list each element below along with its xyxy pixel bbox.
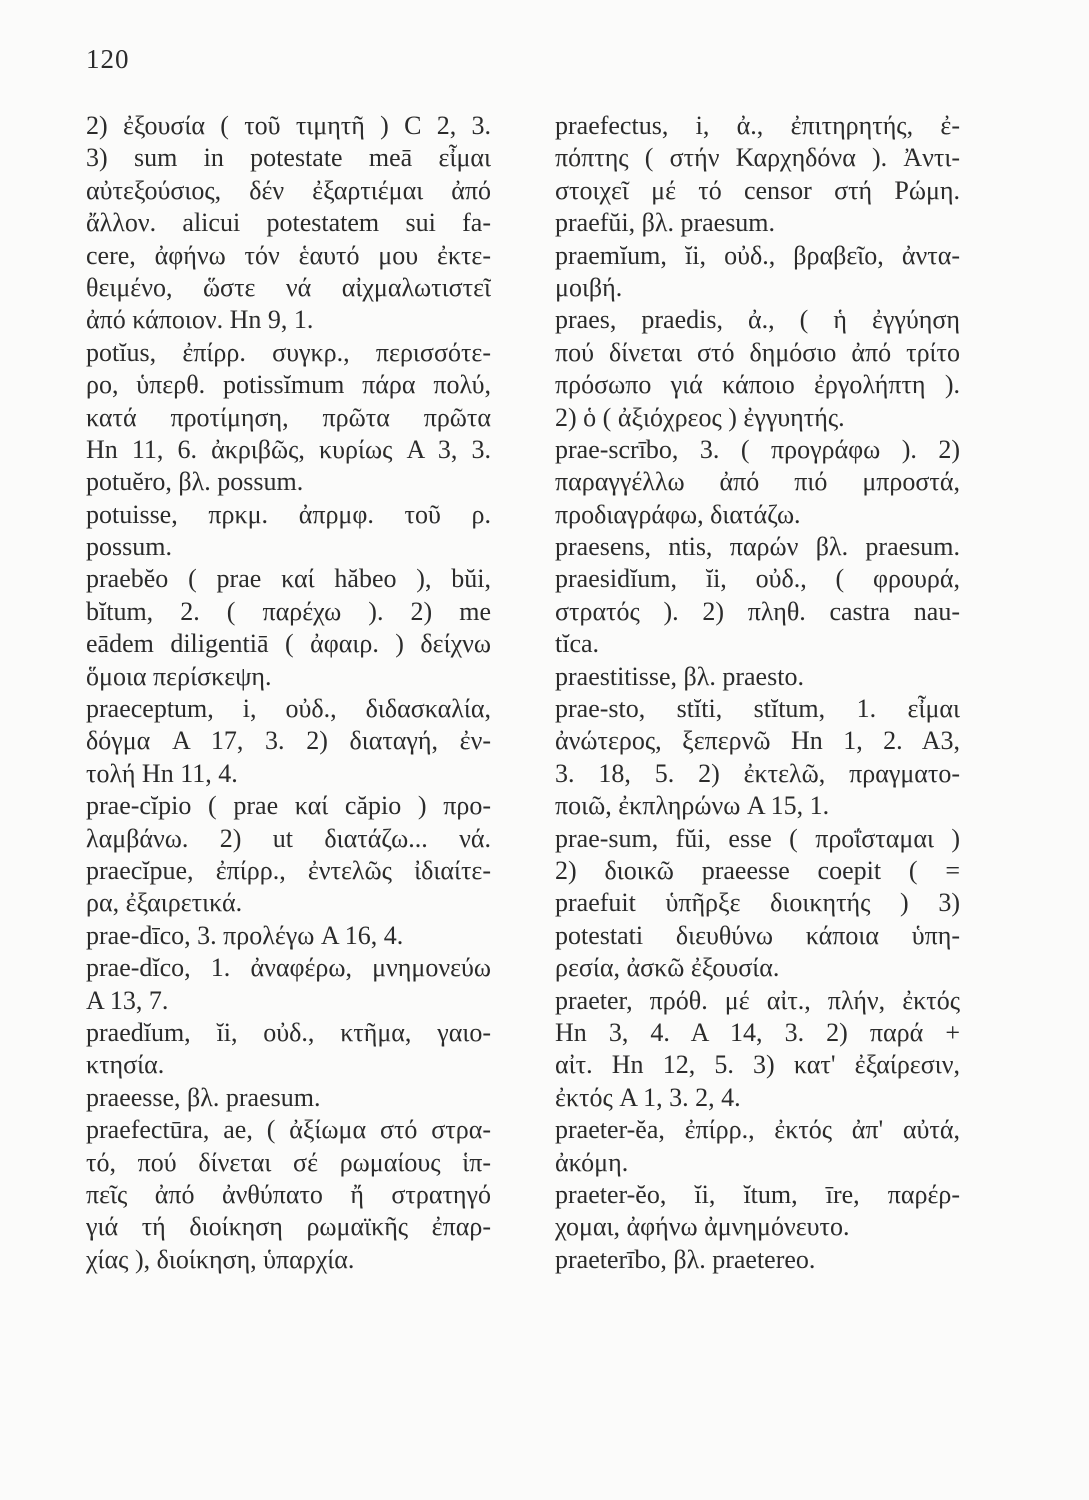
text-line: 3) sum in potestate meā εἶμαι (86, 143, 491, 173)
text-line: πρόσωπο γιά κάποιο ἐργολήπτη ). (555, 370, 960, 400)
text-line: praes, praedis, ἀ., ( ἡ ἐγγύηση (555, 305, 960, 335)
text-line: κατά προτίμηση, πρῶτα πρῶτα (86, 402, 491, 432)
text-line: ἀνώτερος, ξεπερνῶ Hn 1, 2. A3, (555, 726, 960, 756)
text-line: praeter, πρόθ. μέ αἰτ., πλήν, ἐκτός (555, 985, 960, 1015)
text-line: πού δίνεται στό δημόσιο ἀπό τρίτο (555, 337, 960, 367)
text-line: eādem diligentiā ( ἀφαιρ. ) δείχνω (86, 629, 491, 659)
text-line: χίας ), διοίκηση, ὑπαρχία. (86, 1244, 355, 1274)
text-line: αὐτεξούσιος, δέν ἐξαρτιέμαι ἀπό (86, 175, 491, 205)
text-line: praeesse, βλ. praesum. (86, 1082, 321, 1112)
text-line: στρατός ). 2) πληθ. castra nau- (555, 596, 960, 626)
text-line: praeceptum, i, οὐδ., διδασκαλία, (86, 694, 491, 724)
text-line: praedĭum, ĭi, οὐδ., κτῆμα, γαιο- (86, 1017, 491, 1047)
text-line: 2) διοικῶ praeesse coepit ( = (555, 855, 960, 885)
text-line: ποιῶ, ἐκπληρώνω A 15, 1. (555, 791, 830, 821)
text-line: prae-dīco, 3. προλέγω A 16, 4. (86, 920, 404, 950)
text-line: cere, ἀφήνω τόν ἑαυτό μου ἐκτε- (86, 240, 491, 270)
text-line: praebĕo ( prae καί hăbeo ), bŭi, (86, 564, 491, 594)
text-line: 3. 18, 5. 2) ἐκτελῶ, πραγματο- (555, 758, 960, 788)
left-column (86, 110, 491, 1276)
text-line: τολή Hn 11, 4. (86, 758, 238, 788)
text-line: ἄλλον. alicui potestatem sui fa- (86, 208, 491, 238)
text-line: δόγμα A 17, 3. 2) διαταγή, ἐν- (86, 726, 491, 756)
text-line: praesens, ntis, παρών βλ. praesum. (555, 532, 960, 562)
text-line: potuĕro, βλ. possum. (86, 467, 304, 497)
text-line: παραγγέλλω ἀπό πιό μπροστά, (555, 467, 960, 497)
text-line: possum. (86, 532, 172, 562)
text-line: μοιβή. (555, 272, 623, 302)
text-line: ἐκτός A 1, 3. 2, 4. (555, 1082, 741, 1112)
text-line: ρεσία, ἀσκῶ ἐξουσία. (555, 953, 780, 983)
text-line: 2) ἐξουσία ( τοῦ τιμητῆ ) C 2, 3. (86, 111, 491, 140)
text-line: prae-sto, stĭti, stĭtum, 1. εἶμαι (555, 694, 960, 724)
text-line: λαμβάνω. 2) ut διατάζω... νά. (86, 823, 491, 853)
text-line: praesidĭum, ĭi, οὐδ., ( φρουρά, (555, 564, 960, 594)
text-line: Hn 3, 4. A 14, 3. 2) παρά + (555, 1017, 960, 1047)
text-line: prae-scrībo, 3. ( προγράφω ). 2) (555, 434, 960, 464)
text-line: ὅμοια περίσκεψη. (86, 661, 272, 691)
text-line: πόπτης ( στήν Καρχηδόνα ). Ἀντι- (555, 143, 960, 173)
text-line: 2) ὁ ( ἀξιόχρεος ) ἐγγυητής. (555, 402, 845, 432)
text-line: χομαι, ἀφήνω ἀμνημόνευτο. (555, 1212, 850, 1242)
text-line: praeter-ĕo, ĭi, ĭtum, īre, παρέρ- (555, 1179, 960, 1209)
text-line: praefŭi, βλ. praesum. (555, 208, 776, 238)
text-line: προδιαγράφω, διατάζω. (555, 499, 801, 529)
text-line: praeter-ĕa, ἐπίρρ., ἐκτός ἀπ' αὐτά, (555, 1115, 960, 1145)
text-line: prae-sum, fŭi, esse ( προΐσταμαι ) (555, 823, 960, 853)
text-line: γιά τή διοίκηση ρωμαϊκῆς ἐπαρ- (86, 1212, 491, 1242)
text-line: κτησία. (86, 1050, 165, 1080)
right-column (555, 110, 960, 1276)
text-line: αἰτ. Hn 12, 5. 3) κατ' ἐξαίρεσιν, (555, 1050, 960, 1080)
text-line: ἀκόμη. (555, 1147, 629, 1177)
text-line: prae-dĭco, 1. ἀναφέρω, μνημονεύω (86, 953, 491, 983)
text-line: potestati διευθύνω κάποια ὑπη- (555, 920, 960, 950)
text-line: tĭca. (555, 629, 600, 659)
text-line: praefectūra, ae, ( ἀξίωμα στό στρα- (86, 1115, 491, 1145)
text-line: A 13, 7. (86, 985, 169, 1015)
text-line: praestitisse, βλ. praesto. (555, 661, 804, 691)
text-line: praeterībo, βλ. praetereo. (555, 1244, 816, 1274)
text-line: Hn 11, 6. ἀκριβῶς, κυρίως A 3, 3. (86, 434, 491, 464)
text-line: praemĭum, ĭi, οὐδ., βραβεῖο, ἀντα- (555, 240, 960, 270)
text-line: praefuit ὑπῆρξε διοικητής ) 3) (555, 888, 960, 918)
text-line: ἀπό κάποιον. Hn 9, 1. (86, 305, 314, 335)
text-line: τό, πού δίνεται σέ ρωμαίους ἱπ- (86, 1147, 491, 1177)
text-line: bĭtum, 2. ( παρέχω ). 2) me (86, 596, 491, 626)
text-line: ρο, ὑπερθ. potissĭmum πάρα πολύ, (86, 370, 491, 400)
text-line: praefectus, i, ἀ., ἐπιτηρητής, ἐ- (555, 111, 960, 140)
text-line: praecĭpue, ἐπίρρ., ἐντελῶς ἰδιαίτε- (86, 855, 491, 885)
text-line: στοιχεῖ μέ τό censor στή Ρώμη. (555, 175, 960, 205)
text-line: θειμένο, ὥστε νά αἰχμαλωτιστεῖ (86, 272, 491, 302)
text-line: πεῖς ἀπό ἀνθύπατο ἤ στρατηγό (86, 1179, 491, 1209)
text-line: potuisse, πρκμ. ἀπρμφ. τοῦ ρ. (86, 499, 491, 529)
text-line: prae-cĭpio ( prae καί căpio ) προ- (86, 791, 491, 821)
page-number: 120 (86, 44, 130, 74)
text-line: ρα, ἐξαιρετικά. (86, 888, 243, 918)
text-line: potĭus, ἐπίρρ. συγκρ., περισσότε- (86, 337, 491, 367)
